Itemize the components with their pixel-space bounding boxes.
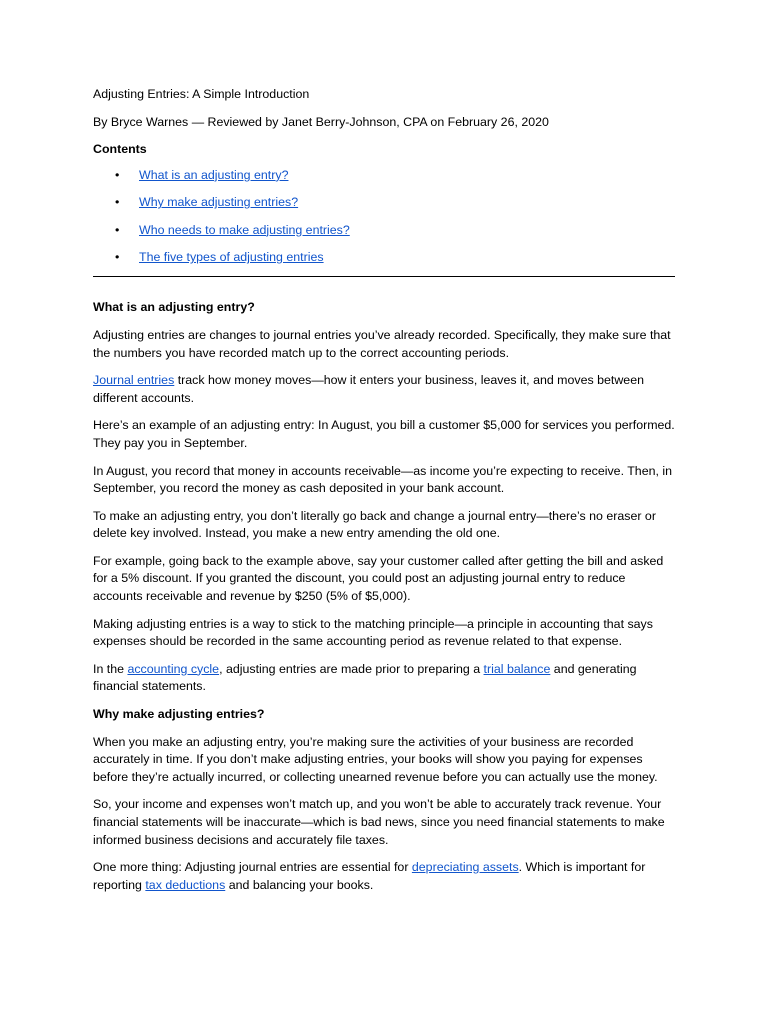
paragraph: Adjusting entries are changes to journal entries you’ve already recorded. Specifically, they make sure that the numbers you have recorded match up to the correct accounting periods. bbox=[93, 327, 671, 360]
byline: By Bryce Warnes — Reviewed by Janet Berry-Johnson, CPA on February 26, 2020 bbox=[93, 114, 549, 129]
toc-link-why-make[interactable]: Why make adjusting entries? bbox=[139, 195, 299, 210]
toc-item bbox=[93, 167, 677, 185]
paragraph: Here’s an example of an adjusting entry: In August, you bill a customer $5,000 for services you performed. They pay you in September. bbox=[93, 418, 675, 450]
paragraph-text: In the bbox=[93, 661, 128, 676]
depreciating-assets-link[interactable]: depreciating assets bbox=[411, 860, 519, 875]
paragraph bbox=[93, 372, 677, 407]
paragraph bbox=[93, 859, 677, 894]
bullet-icon: • bbox=[115, 167, 120, 182]
tax-deductions-link[interactable]: tax deductions bbox=[145, 877, 226, 892]
trial-balance-link[interactable]: trial balance bbox=[483, 661, 551, 676]
paragraph-text: and balancing your books. bbox=[225, 877, 374, 892]
toc-link-five-types[interactable]: The five types of adjusting entries bbox=[139, 249, 324, 264]
paragraph: When you make an adjusting entry, you’re making sure the activities of your business are recorded accurately in time. If you don’t make adjusting entries, your books will show you paying for expenses before they’re actually incurred, or collecting unearned revenue before you can actually use the money. bbox=[93, 734, 658, 784]
section-heading-why-make: Why make adjusting entries? bbox=[93, 707, 265, 722]
toc-link-what-is[interactable]: What is an adjusting entry? bbox=[139, 167, 289, 182]
toc-item bbox=[93, 249, 677, 267]
document-title: Adjusting Entries: A Simple Introduction bbox=[93, 87, 310, 101]
section-heading-what-is: What is an adjusting entry? bbox=[93, 300, 255, 315]
paragraph bbox=[93, 661, 677, 696]
toc-item bbox=[93, 222, 677, 240]
paragraph-text: . Which is important for reporting bbox=[93, 860, 646, 892]
toc-link-who-needs[interactable]: Who needs to make adjusting entries? bbox=[139, 222, 350, 237]
bullet-icon: • bbox=[115, 195, 120, 210]
paragraph-text: One more thing: Adjusting journal entries are essential for bbox=[93, 860, 412, 875]
journal-entries-link[interactable]: Journal entries bbox=[93, 373, 175, 388]
paragraph-text: track how money moves—how it enters your business, leaves it, and moves between different accounts. bbox=[93, 373, 644, 405]
paragraph-text: and generating financial statements. bbox=[93, 661, 637, 694]
accounting-cycle-link[interactable]: accounting cycle bbox=[127, 661, 220, 676]
paragraph: To make an adjusting entry, you don’t literally go back and change a journal entry—there’s no eraser or delete key involved. Instead, you make a new entry amending the old one. bbox=[93, 508, 656, 541]
document-page bbox=[93, 86, 677, 904]
paragraph: For example, going back to the example above, say your customer called after getting the bill and asked for a 5% discount. If you granted the discount, you could post an adjusting journal entry to reduce accounts receivable and revenue by $250 (5% of $5,000). bbox=[93, 553, 664, 604]
horizontal-divider bbox=[93, 276, 675, 277]
toc-item bbox=[93, 194, 677, 212]
bullet-icon: • bbox=[115, 249, 120, 264]
bullet-icon: • bbox=[115, 222, 120, 237]
table-of-contents bbox=[93, 167, 677, 267]
paragraph: So, your income and expenses won’t match up, and you won’t be able to accurately track revenue. Your financial statements will be inaccurate—which is bad news, since you need financial statements to make informed business decisions and accurately file taxes. bbox=[93, 797, 665, 847]
paragraph: In August, you record that money in accounts receivable—as income you’re expecting to receive. Then, in September, you record the money as cash deposited in your bank account. bbox=[93, 463, 673, 496]
paragraph-text: , adjusting entries are made prior to preparing a bbox=[219, 661, 484, 676]
contents-heading: Contents bbox=[93, 142, 147, 157]
paragraph: Making adjusting entries is a way to stick to the matching principle—a principle in accounting that says expenses should be recorded in the same accounting period as revenue related to that expense. bbox=[93, 616, 653, 649]
